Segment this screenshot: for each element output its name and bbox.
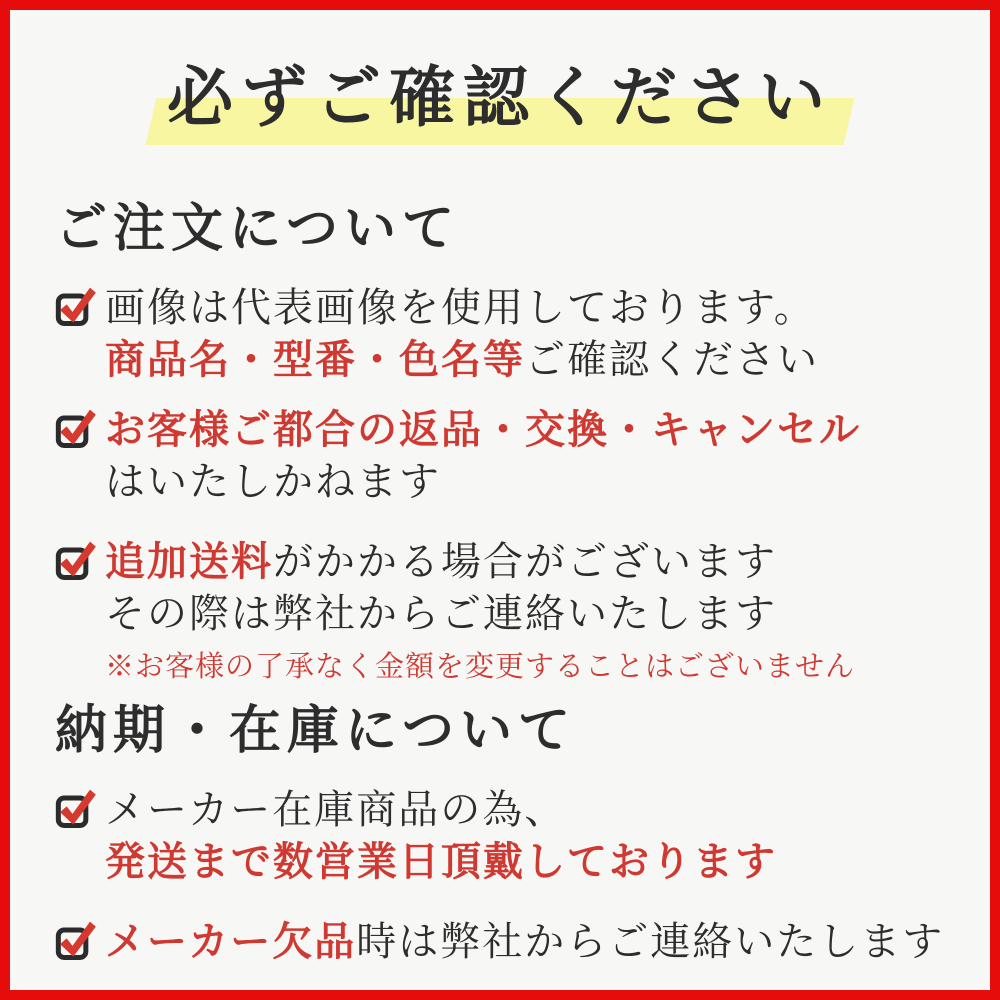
- checklist-item-maker-stock: [55, 784, 960, 888]
- checklist-item-representative-image: [55, 282, 960, 386]
- checklist-item-maker-shortage: [55, 916, 960, 968]
- item-line: [105, 404, 861, 456]
- item-line: [105, 282, 819, 334]
- checklist-item-no-returns: [55, 404, 960, 508]
- section-heading-order: ご注文について: [55, 201, 460, 258]
- checked-checkbox-icon: [55, 788, 95, 828]
- text-segment: 時は弊社からご連絡いたします: [356, 919, 945, 964]
- text-segment: 画像は代表画像を使用しております。: [105, 285, 816, 330]
- page-title: 必ずご確認ください: [167, 62, 833, 135]
- checked-checkbox-icon: [55, 408, 95, 448]
- text-segment-emphasis: お客様ご都合の返品・交換・キャンセル: [105, 407, 861, 452]
- item-line: [105, 588, 855, 640]
- checked-checkbox-icon: [55, 540, 95, 580]
- checked-checkbox-icon: [55, 920, 95, 960]
- text-segment-emphasis: 商品名・型番・色名等: [105, 337, 525, 382]
- section-heading-delivery-stock: 納期・在庫について: [55, 703, 576, 760]
- item-text: [105, 282, 819, 386]
- item-text: [105, 404, 861, 508]
- item-line: [105, 784, 777, 836]
- item-line: [105, 334, 819, 386]
- item-line: [105, 456, 861, 508]
- text-segment: その際は弊社からご連絡いたします: [105, 591, 777, 636]
- item-line: [105, 836, 777, 888]
- item-line: [105, 536, 855, 588]
- checked-checkbox-icon: [55, 286, 95, 326]
- item-line: [105, 916, 944, 968]
- item-text: [105, 916, 944, 968]
- text-segment-emphasis: 発送まで数営業日頂戴しております: [105, 839, 777, 884]
- text-segment: はいたしかねます: [105, 459, 441, 504]
- text-segment: メーカー在庫商品の為、: [105, 787, 567, 832]
- item-text: [105, 784, 777, 888]
- text-segment: がかかる場合がございます: [273, 539, 777, 584]
- note-text: ※お客様の了承なく金額を変更することはございません: [105, 651, 856, 683]
- text-segment: ご確認ください: [525, 337, 819, 382]
- notice-content: [10, 202, 990, 968]
- text-segment-emphasis: メーカー欠品: [105, 919, 357, 964]
- text-segment-emphasis: 追加送料: [105, 539, 273, 584]
- title-block: [10, 50, 990, 148]
- item-text: [105, 536, 855, 684]
- checklist-item-extra-shipping: [55, 536, 960, 684]
